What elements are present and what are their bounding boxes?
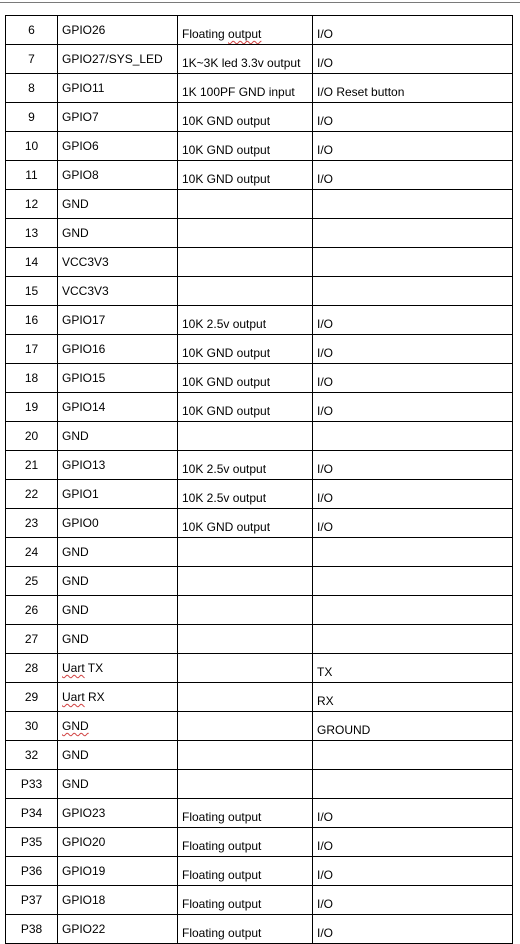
pin-number-cell-text: 22 — [24, 487, 39, 501]
config-cell-text: 10K GND output — [182, 520, 271, 534]
function-cell-text: I/O — [317, 346, 334, 360]
pin-number-cell-text: 29 — [24, 690, 39, 704]
function-cell — [313, 567, 513, 596]
signal-name-cell — [58, 509, 178, 538]
function-cell — [313, 103, 513, 132]
signal-name-cell — [58, 74, 178, 103]
pin-number-cell — [6, 103, 58, 132]
function-cell — [313, 190, 513, 219]
pin-number-cell-text: P36 — [20, 864, 43, 878]
config-cell — [178, 422, 313, 451]
signal-name-cell-text: GPIO26 — [62, 23, 106, 37]
signal-name-cell-text: GND — [62, 226, 89, 240]
table-row — [6, 538, 513, 567]
pin-number-cell — [6, 509, 58, 538]
config-cell-text: 1K~3K led 3.3v output — [182, 56, 301, 70]
function-cell — [313, 422, 513, 451]
signal-name-cell-text: GND — [62, 197, 89, 211]
config-cell-text: Floating output — [182, 926, 262, 940]
pin-number-cell-text: 25 — [24, 574, 39, 588]
config-cell-text: 10K 2.5v output — [182, 491, 267, 505]
function-cell-text: I/O — [317, 114, 334, 128]
pin-number-cell — [6, 451, 58, 480]
signal-name-cell — [58, 886, 178, 915]
function-cell — [313, 799, 513, 828]
signal-name-cell-text: GPIO15 — [62, 371, 106, 385]
function-cell — [313, 45, 513, 74]
function-cell-text: I/O — [317, 27, 334, 41]
function-cell — [313, 219, 513, 248]
function-cell — [313, 248, 513, 277]
config-cell — [178, 45, 313, 74]
pin-number-cell-text: 15 — [24, 284, 39, 298]
pin-number-cell — [6, 16, 58, 45]
config-cell — [178, 741, 313, 770]
config-cell-text: Floating output — [182, 839, 262, 853]
signal-name-cell-text: GND — [62, 545, 89, 559]
pin-number-cell — [6, 248, 58, 277]
pin-number-cell-text: 11 — [25, 168, 38, 182]
signal-name-cell — [58, 480, 178, 509]
config-cell-text: Floating output — [182, 27, 262, 41]
signal-name-cell-text: GPIO22 — [62, 922, 106, 936]
function-cell — [313, 915, 513, 944]
signal-name-cell — [58, 190, 178, 219]
config-cell — [178, 190, 313, 219]
config-cell-text: Floating output — [182, 897, 262, 911]
pin-number-cell-text: 13 — [24, 226, 39, 240]
signal-name-cell — [58, 799, 178, 828]
pin-number-cell — [6, 480, 58, 509]
signal-name-cell-text: GND — [62, 748, 89, 762]
table-row — [6, 16, 513, 45]
config-cell — [178, 132, 313, 161]
config-cell — [178, 393, 313, 422]
function-cell-text: I/O — [317, 520, 334, 534]
function-cell — [313, 770, 513, 799]
signal-name-cell — [58, 45, 178, 74]
signal-name-cell-text: GND — [62, 719, 89, 733]
function-cell-text: I/O — [317, 172, 334, 186]
config-cell — [178, 799, 313, 828]
pin-number-cell — [6, 364, 58, 393]
signal-name-cell — [58, 103, 178, 132]
signal-name-cell — [58, 422, 178, 451]
pin-number-cell — [6, 306, 58, 335]
config-cell — [178, 248, 313, 277]
pin-number-cell-text: 20 — [24, 429, 39, 443]
function-cell — [313, 509, 513, 538]
table-row — [6, 74, 513, 103]
function-cell — [313, 16, 513, 45]
table-row — [6, 190, 513, 219]
signal-name-cell-text: VCC3V3 — [62, 284, 109, 298]
config-cell-text: 10K GND output — [182, 114, 271, 128]
config-cell — [178, 364, 313, 393]
signal-name-cell — [58, 712, 178, 741]
function-cell-text: I/O — [317, 462, 334, 476]
function-cell-text: I/O — [317, 375, 334, 389]
table-row — [6, 364, 513, 393]
pin-number-cell — [6, 538, 58, 567]
pin-number-cell — [6, 799, 58, 828]
function-cell-text: I/O Reset button — [317, 85, 405, 99]
function-cell-text: RX — [317, 694, 334, 708]
function-cell — [313, 364, 513, 393]
pin-number-cell — [6, 886, 58, 915]
config-cell — [178, 538, 313, 567]
function-cell-text: I/O — [317, 491, 334, 505]
pin-number-cell-text: P38 — [20, 922, 43, 936]
function-cell — [313, 828, 513, 857]
config-cell — [178, 480, 313, 509]
config-cell — [178, 161, 313, 190]
function-cell — [313, 132, 513, 161]
signal-name-cell-text: GPIO1 — [62, 487, 99, 501]
signal-name-cell-text: GND — [62, 429, 89, 443]
signal-name-cell — [58, 248, 178, 277]
table-row — [6, 219, 513, 248]
pin-number-cell-text: 18 — [24, 371, 39, 385]
signal-name-cell-text: GPIO19 — [62, 864, 106, 878]
signal-name-cell-text: GPIO20 — [62, 835, 106, 849]
pin-number-cell — [6, 857, 58, 886]
signal-name-cell — [58, 393, 178, 422]
pin-number-cell — [6, 219, 58, 248]
table-row — [6, 683, 513, 712]
config-cell-text: 10K GND output — [182, 404, 271, 418]
config-cell — [178, 886, 313, 915]
signal-name-cell-text: GPIO27/SYS_LED — [62, 52, 163, 66]
signal-name-cell-text: GPIO18 — [62, 893, 106, 907]
table-row — [6, 277, 513, 306]
pin-number-cell-text: 8 — [28, 81, 35, 95]
signal-name-cell-text: GPIO0 — [62, 516, 99, 530]
signal-name-cell — [58, 770, 178, 799]
function-cell — [313, 712, 513, 741]
signal-name-cell-text: GPIO16 — [62, 342, 106, 356]
function-cell — [313, 886, 513, 915]
pin-number-cell — [6, 277, 58, 306]
function-cell-text: I/O — [317, 56, 334, 70]
signal-name-cell — [58, 857, 178, 886]
signal-name-cell-text: Uart RX — [62, 690, 105, 704]
function-cell-text: I/O — [317, 317, 334, 331]
signal-name-cell-text: GND — [62, 574, 89, 588]
table-row — [6, 712, 513, 741]
pin-number-cell-text: 24 — [24, 545, 39, 559]
pin-number-cell — [6, 770, 58, 799]
table-row — [6, 596, 513, 625]
config-cell — [178, 857, 313, 886]
signal-name-cell — [58, 625, 178, 654]
config-cell — [178, 683, 313, 712]
function-cell — [313, 480, 513, 509]
config-cell — [178, 915, 313, 944]
config-cell — [178, 828, 313, 857]
function-cell-text: I/O — [317, 404, 334, 418]
signal-name-cell-text: GND — [62, 603, 89, 617]
table-row — [6, 857, 513, 886]
config-cell — [178, 654, 313, 683]
pin-number-cell-text: 6 — [28, 23, 35, 37]
signal-name-cell — [58, 567, 178, 596]
signal-name-cell-text: GND — [62, 777, 89, 791]
pin-number-cell — [6, 596, 58, 625]
signal-name-cell-text: GPIO14 — [62, 400, 106, 414]
signal-name-cell — [58, 451, 178, 480]
config-cell-text: Floating output — [182, 868, 262, 882]
signal-name-cell-text: VCC3V3 — [62, 255, 109, 269]
signal-name-cell — [58, 683, 178, 712]
function-cell — [313, 625, 513, 654]
signal-name-cell — [58, 538, 178, 567]
pin-number-cell — [6, 654, 58, 683]
signal-name-cell — [58, 161, 178, 190]
config-cell — [178, 103, 313, 132]
table-row — [6, 335, 513, 364]
signal-name-cell — [58, 335, 178, 364]
table-row — [6, 828, 513, 857]
function-cell-text: I/O — [317, 868, 334, 882]
config-cell — [178, 306, 313, 335]
signal-name-cell — [58, 741, 178, 770]
config-cell — [178, 596, 313, 625]
function-cell-text: TX — [317, 665, 333, 679]
config-cell — [178, 219, 313, 248]
config-cell — [178, 16, 313, 45]
table-row — [6, 103, 513, 132]
config-cell — [178, 74, 313, 103]
function-cell — [313, 306, 513, 335]
table-row — [6, 770, 513, 799]
pin-number-cell — [6, 393, 58, 422]
signal-name-cell-text: Uart TX — [62, 661, 104, 675]
function-cell-text: I/O — [317, 926, 334, 940]
table-row — [6, 886, 513, 915]
pin-number-cell — [6, 132, 58, 161]
function-cell — [313, 335, 513, 364]
function-cell-text: I/O — [317, 143, 334, 157]
page-top-rule — [0, 2, 520, 3]
function-cell — [313, 538, 513, 567]
pin-number-cell-text: 26 — [24, 603, 39, 617]
config-cell — [178, 509, 313, 538]
table-row — [6, 915, 513, 944]
config-cell-text: 10K 2.5v output — [182, 317, 267, 331]
pin-number-cell-text: 16 — [24, 313, 39, 327]
function-cell — [313, 596, 513, 625]
config-cell — [178, 567, 313, 596]
signal-name-cell — [58, 219, 178, 248]
table-row — [6, 45, 513, 74]
signal-name-cell-text: GPIO17 — [62, 313, 106, 327]
pin-number-cell-text: 17 — [24, 342, 39, 356]
pin-number-cell-text: 7 — [28, 52, 35, 66]
table-row — [6, 393, 513, 422]
pin-number-cell-text: 10 — [24, 139, 39, 153]
signal-name-cell — [58, 306, 178, 335]
signal-name-cell — [58, 596, 178, 625]
pin-number-cell-text: P37 — [20, 893, 43, 907]
signal-name-cell-text: GND — [62, 632, 89, 646]
pin-number-cell-text: 9 — [28, 110, 35, 124]
pin-number-cell-text: 21 — [24, 458, 39, 472]
pin-number-cell — [6, 74, 58, 103]
signal-name-cell-text: GPIO23 — [62, 806, 106, 820]
signal-name-cell-text: GPIO8 — [62, 168, 99, 182]
pin-number-cell-text: P35 — [20, 835, 43, 849]
table-row — [6, 248, 513, 277]
signal-name-cell-text: GPIO13 — [62, 458, 106, 472]
pin-number-cell — [6, 625, 58, 654]
pin-number-cell-text: P34 — [20, 806, 43, 820]
table-row — [6, 509, 513, 538]
table-row — [6, 799, 513, 828]
table-row — [6, 654, 513, 683]
config-cell-text: 10K GND output — [182, 375, 271, 389]
function-cell-text: I/O — [317, 839, 334, 853]
signal-name-cell — [58, 16, 178, 45]
pin-number-cell-text: 23 — [24, 516, 39, 530]
signal-name-cell — [58, 828, 178, 857]
table-row — [6, 567, 513, 596]
function-cell-text: GROUND — [317, 723, 371, 737]
function-cell — [313, 277, 513, 306]
config-cell — [178, 770, 313, 799]
pin-number-cell — [6, 567, 58, 596]
pin-number-cell-text: P33 — [20, 777, 43, 791]
pin-number-cell — [6, 422, 58, 451]
pin-number-cell-text: 30 — [24, 719, 39, 733]
table-row — [6, 625, 513, 654]
config-cell-text: 10K GND output — [182, 346, 271, 360]
pin-number-cell-text: 19 — [24, 400, 39, 414]
config-cell-text: 10K GND output — [182, 143, 271, 157]
config-cell — [178, 712, 313, 741]
config-cell — [178, 451, 313, 480]
function-cell — [313, 654, 513, 683]
table-row — [6, 741, 513, 770]
signal-name-cell-text: GPIO11 — [62, 81, 105, 95]
table-row — [6, 306, 513, 335]
signal-name-cell — [58, 915, 178, 944]
signal-name-cell-text: GPIO7 — [62, 110, 99, 124]
pin-number-cell — [6, 683, 58, 712]
function-cell — [313, 161, 513, 190]
config-cell-text: 10K 2.5v output — [182, 462, 267, 476]
config-cell — [178, 625, 313, 654]
pin-table — [5, 15, 513, 944]
pin-number-cell-text: 12 — [24, 197, 39, 211]
pin-number-cell — [6, 161, 58, 190]
pin-number-cell — [6, 45, 58, 74]
config-cell — [178, 335, 313, 364]
function-cell-text: I/O — [317, 810, 334, 824]
pin-number-cell-text: 14 — [24, 255, 39, 269]
signal-name-cell-text: GPIO6 — [62, 139, 99, 153]
function-cell — [313, 393, 513, 422]
function-cell-text: I/O — [317, 897, 334, 911]
function-cell — [313, 451, 513, 480]
function-cell — [313, 74, 513, 103]
signal-name-cell — [58, 132, 178, 161]
signal-name-cell — [58, 364, 178, 393]
pin-number-cell — [6, 335, 58, 364]
pin-number-cell — [6, 828, 58, 857]
config-cell — [178, 277, 313, 306]
pin-number-cell — [6, 915, 58, 944]
config-cell-text: 1K 100PF GND input — [182, 85, 295, 99]
table-row — [6, 480, 513, 509]
pin-number-cell-text: 28 — [24, 661, 39, 675]
config-cell-text: Floating output — [182, 810, 262, 824]
pin-number-cell — [6, 741, 58, 770]
table-row — [6, 161, 513, 190]
pin-number-cell — [6, 712, 58, 741]
config-cell-text: 10K GND output — [182, 172, 271, 186]
function-cell — [313, 683, 513, 712]
function-cell — [313, 741, 513, 770]
table-row — [6, 132, 513, 161]
table-row — [6, 451, 513, 480]
pin-number-cell-text: 27 — [24, 632, 39, 646]
table-row — [6, 422, 513, 451]
signal-name-cell — [58, 654, 178, 683]
pin-number-cell — [6, 190, 58, 219]
pin-number-cell-text: 32 — [24, 748, 39, 762]
signal-name-cell — [58, 277, 178, 306]
pin-table-body — [6, 16, 513, 944]
function-cell — [313, 857, 513, 886]
